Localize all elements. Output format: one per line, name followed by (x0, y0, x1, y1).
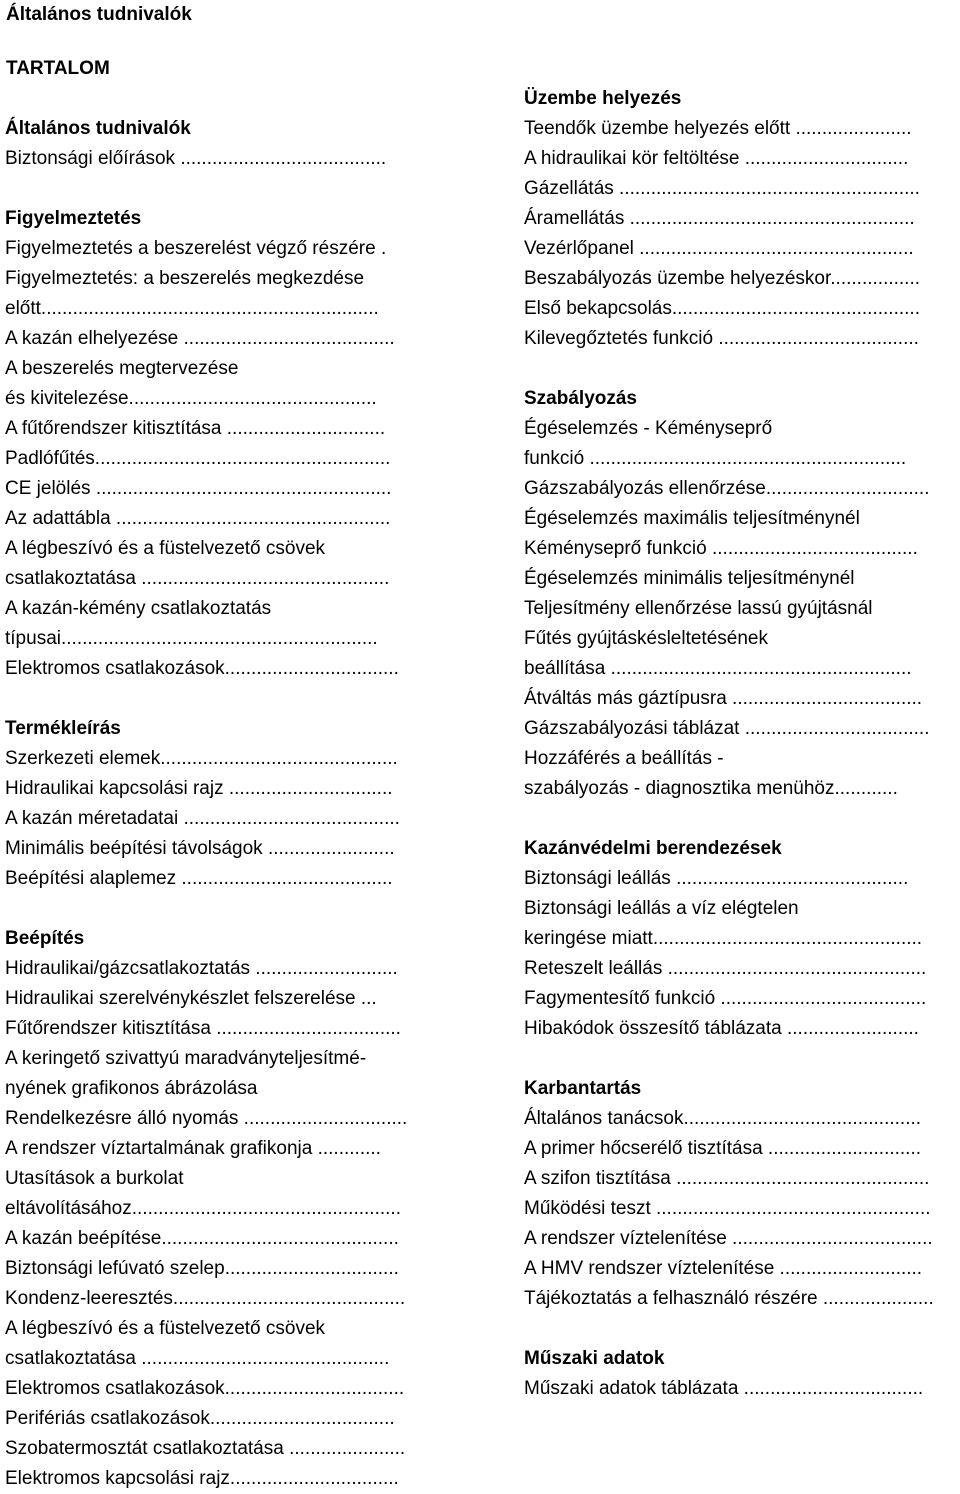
toc-entry[interactable]: eltávolításához................................................... (5, 1198, 401, 1219)
toc-entry[interactable]: A légbeszívó és a füstelvezető csövek (5, 1318, 326, 1339)
toc-entry[interactable]: Hibakódok összesítő táblázata ......................... (524, 1018, 919, 1039)
toc-entry[interactable]: A keringető szivattyú maradványteljesítmé- (5, 1048, 367, 1069)
section-heading: Karbantartás (524, 1078, 642, 1099)
toc-entry[interactable]: Elektromos kapcsolási rajz................................ (5, 1468, 399, 1489)
toc-entry[interactable]: Hidraulikai/gázcsatlakoztatás ........................... (5, 958, 398, 979)
toc-entry[interactable]: Hidraulikai kapcsolási rajz ............................... (5, 778, 393, 799)
toc-entry[interactable]: Rendelkezésre álló nyomás ............................... (5, 1108, 408, 1129)
toc-entry[interactable]: Reteszelt leállás ................................................. (524, 958, 927, 979)
toc-entry[interactable]: Perifériás csatlakozások................................... (5, 1408, 395, 1429)
toc-entry[interactable]: Beépítési alaplemez ........................................ (5, 868, 393, 889)
toc-entry[interactable]: Teendők üzembe helyezés előtt ...................... (524, 118, 912, 139)
toc-entry[interactable]: Az adattábla .................................................... (5, 508, 391, 529)
toc-entry[interactable]: A légbeszívó és a füstelvezető csövek (5, 538, 326, 559)
toc-entry[interactable]: Biztonsági leállás a víz elégtelen (524, 898, 799, 919)
toc-entry[interactable]: A kazán elhelyezése ........................................ (5, 328, 395, 349)
toc-entry[interactable]: Vezérlőpanel .................................................... (524, 238, 914, 259)
toc-entry[interactable]: Szobatermosztát csatlakoztatása ...................... (5, 1438, 406, 1459)
toc-entry[interactable]: Biztonsági lefúvató szelep................................. (5, 1258, 399, 1279)
blank-line (524, 1314, 958, 1344)
toc-entry[interactable]: A hidraulikai kör feltöltése ............................... (524, 148, 909, 169)
blank-line (5, 894, 447, 924)
toc-entry[interactable]: előtt................................................................ (5, 298, 379, 319)
toc-entry[interactable]: Padlófűtés........................................................ (5, 448, 391, 469)
toc-entry[interactable]: szabályozás - diagnosztika menühöz............ (524, 778, 898, 799)
section-heading: Termékleírás (5, 718, 121, 739)
toc-entry[interactable]: Figyelmeztetés: a beszerelés megkezdése (5, 268, 365, 289)
toc-entry[interactable]: Működési teszt .................................................... (524, 1198, 931, 1219)
toc-entry[interactable]: beállítása ......................................................... (524, 658, 912, 679)
toc-entry[interactable]: Gázszabályozás ellenőrzése............................... (524, 478, 930, 499)
toc-entry[interactable]: Elektromos csatlakozások................................. (5, 658, 399, 679)
toc-right-column (524, 84, 958, 1404)
toc-entry[interactable]: Teljesítmény ellenőrzése lassú gyújtásnál (524, 598, 873, 619)
toc-entry[interactable]: A HMV rendszer víztelenítése ........................... (524, 1258, 923, 1279)
toc-entry[interactable]: nyének grafikonos ábrázolása (5, 1078, 258, 1099)
toc-title: TARTALOM (6, 58, 110, 79)
toc-entry[interactable]: Gázellátás ......................................................... (524, 178, 920, 199)
blank-line (5, 174, 447, 204)
toc-entry[interactable]: csatlakoztatása ............................................... (5, 1348, 390, 1369)
toc-entry[interactable]: Szerkezeti elemek............................................. (5, 748, 398, 769)
toc-entry[interactable]: Átváltás más gáztípusra .................................... (524, 688, 923, 709)
toc-entry[interactable]: A szifon tisztítása ................................................ (524, 1168, 930, 1189)
toc-entry[interactable]: keringése miatt................................................... (524, 928, 923, 949)
toc-entry[interactable]: Fűtés gyújtáskésleltetésének (524, 628, 768, 649)
toc-entry[interactable]: Elektromos csatlakozások.................................. (5, 1378, 405, 1399)
toc-entry[interactable]: Első bekapcsolás............................................... (524, 298, 920, 319)
toc-entry[interactable]: és kivitelezése............................................... (5, 388, 377, 409)
toc-entry[interactable]: Beszabályozás üzembe helyezéskor................. (524, 268, 921, 289)
toc-left-column (5, 84, 447, 1494)
toc-entry[interactable]: típusai............................................................ (5, 628, 378, 649)
section-heading: Beépítés (5, 928, 85, 949)
toc-entry[interactable]: Kondenz-leeresztés............................................ (5, 1288, 406, 1309)
blank-line (524, 804, 958, 834)
toc-entry[interactable]: Minimális beépítési távolságok ........................ (5, 838, 395, 859)
section-heading: Általános tudnivalók (5, 118, 191, 139)
toc-entry[interactable]: Áramellátás ...................................................... (524, 208, 915, 229)
blank-line (524, 354, 958, 384)
toc-entry[interactable]: Figyelmeztetés a beszerelést végző részére . (5, 238, 387, 259)
toc-entry[interactable]: CE jelölés ........................................................ (5, 478, 392, 499)
toc-entry[interactable]: A fűtőrendszer kitisztítása .............................. (5, 418, 386, 439)
section-heading: Szabályozás (524, 388, 637, 409)
toc-entry[interactable]: Kéményseprő funkció ....................................... (524, 538, 918, 559)
toc-entry[interactable]: Hozzáférés a beállítás - (524, 748, 724, 769)
toc-entry[interactable]: Égéselemzés - Kéményseprő (524, 418, 773, 439)
toc-entry[interactable]: csatlakoztatása ............................................... (5, 568, 390, 589)
toc-entry[interactable]: Égéselemzés maximális teljesítménynél (524, 508, 860, 529)
toc-entry[interactable]: Biztonsági leállás ............................................ (524, 868, 909, 889)
toc-entry[interactable]: Gázszabályozási táblázat ................................... (524, 718, 930, 739)
section-heading: Figyelmeztetés (5, 208, 142, 229)
toc-entry[interactable]: Fagymentesítő funkció ....................................... (524, 988, 927, 1009)
toc-entry[interactable]: A rendszer víztelenítése ...................................... (524, 1228, 933, 1249)
toc-entry[interactable]: Általános tanácsok............................................. (524, 1108, 922, 1129)
toc-entry[interactable]: Műszaki adatok táblázata .................................. (524, 1378, 924, 1399)
toc-entry[interactable]: funkció ............................................................ (524, 448, 907, 469)
section-heading: Üzembe helyezés (524, 88, 682, 109)
section-heading: Műszaki adatok (524, 1348, 665, 1369)
toc-entry[interactable]: Kilevegőztetés funkció ...................................... (524, 328, 919, 349)
toc-entry[interactable]: Égéselemzés minimális teljesítménynél (524, 568, 855, 589)
toc-entry[interactable]: Tájékoztatás a felhasználó részére ..................... (524, 1288, 934, 1309)
toc-entry[interactable]: A rendszer víztartalmának grafikonja ............ (5, 1138, 381, 1159)
blank-line (5, 684, 447, 714)
section-heading: Kazánvédelmi berendezések (524, 838, 782, 859)
toc-entry[interactable]: Hidraulikai szerelvénykészlet felszerelése ... (5, 988, 377, 1009)
blank-line (5, 84, 447, 114)
blank-line (524, 1044, 958, 1074)
toc-entry[interactable]: Biztonsági előírások ....................................... (5, 148, 387, 169)
toc-entry[interactable]: A kazán-kémény csatlakoztatás (5, 598, 272, 619)
toc-entry[interactable]: A beszerelés megtervezése (5, 358, 239, 379)
toc-entry[interactable]: Fűtőrendszer kitisztítása ................................... (5, 1018, 401, 1039)
page-heading: Általános tudnivalók (6, 4, 192, 25)
toc-entry[interactable]: A kazán méretadatai ......................................... (5, 808, 400, 829)
toc-entry[interactable]: A kazán beépítése............................................. (5, 1228, 399, 1249)
toc-entry[interactable]: A primer hőcserélő tisztítása ............................. (524, 1138, 922, 1159)
toc-entry[interactable]: Utasítások a burkolat (5, 1168, 184, 1189)
